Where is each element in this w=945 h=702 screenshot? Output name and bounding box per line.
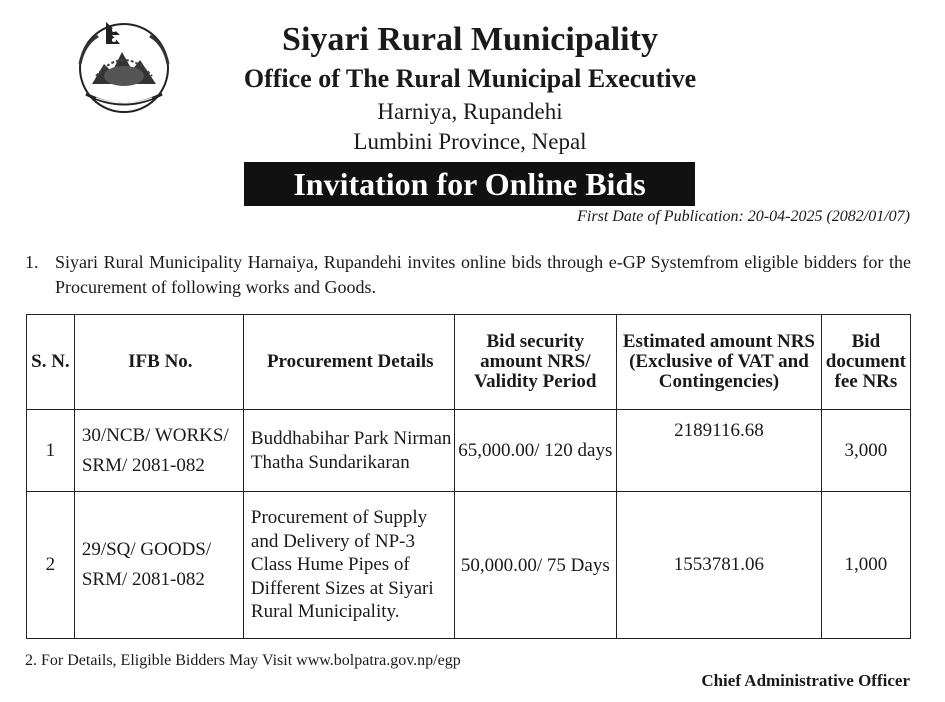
row-sn: 2 <box>27 492 75 639</box>
row-bid-security: 50,000.00/ 75 Days <box>454 492 617 639</box>
publication-date: First Date of Publication: 20-04-2025 (2082/01/07) <box>577 208 910 225</box>
header-fee: Bid document fee NRs <box>821 315 910 410</box>
header-bid-security: Bid security amount NRS/ Validity Period <box>454 315 617 410</box>
header-details: Procurement Details <box>243 315 454 410</box>
row-fee: 1,000 <box>821 492 910 639</box>
signatory: Chief Administrative Officer <box>701 671 910 690</box>
municipality-title: Siyari Rural Municipality <box>282 21 658 58</box>
table-header-row <box>27 315 911 410</box>
row-bid-security: 65,000.00/ 120 days <box>454 410 617 492</box>
procurement-table <box>26 314 911 639</box>
address-line-2: Lumbini Province, Nepal <box>353 129 587 154</box>
row-estimated: 2189116.68 <box>617 410 822 492</box>
intro-paragraph <box>25 250 911 300</box>
header-ifb: IFB No. <box>74 315 243 410</box>
notice-title-banner: Invitation for Online Bids <box>244 162 695 206</box>
address-line-1: Harniya, Rupandehi <box>377 99 563 124</box>
row-estimated: 1553781.06 <box>617 492 822 639</box>
header-estimated: Estimated amount NRS (Exclusive of VAT and Contingencies) <box>617 315 822 410</box>
office-title: Office of The Rural Municipal Executive <box>243 64 697 93</box>
details-note: 2. For Details, Eligible Bidders May Visit www.bolpatra.gov.np/egp <box>25 652 461 669</box>
table-row <box>27 492 911 639</box>
row-details: Buddhabihar Park Nirman Thatha Sundarikaran <box>243 410 454 492</box>
header-sn: S. N. <box>27 315 75 410</box>
row-ifb: 29/SQ/ GOODS/ SRM/ 2081-082 <box>74 492 243 639</box>
table-row <box>27 410 911 492</box>
row-details: Procurement of Supply and Delivery of NP-3 Class Hume Pipes of Different Sizes at Siyari Rural Municipality. <box>243 492 454 639</box>
row-sn: 1 <box>27 410 75 492</box>
intro-text: Siyari Rural Municipality Harnaiya, Rupandehi invites online bids through e-GP Systemfrom eligible bidders for the Procurement of following works and Goods. <box>55 252 911 297</box>
row-fee: 3,000 <box>821 410 910 492</box>
row-ifb: 30/NCB/ WORKS/ SRM/ 2081-082 <box>74 410 243 492</box>
intro-number: 1. <box>25 252 39 272</box>
